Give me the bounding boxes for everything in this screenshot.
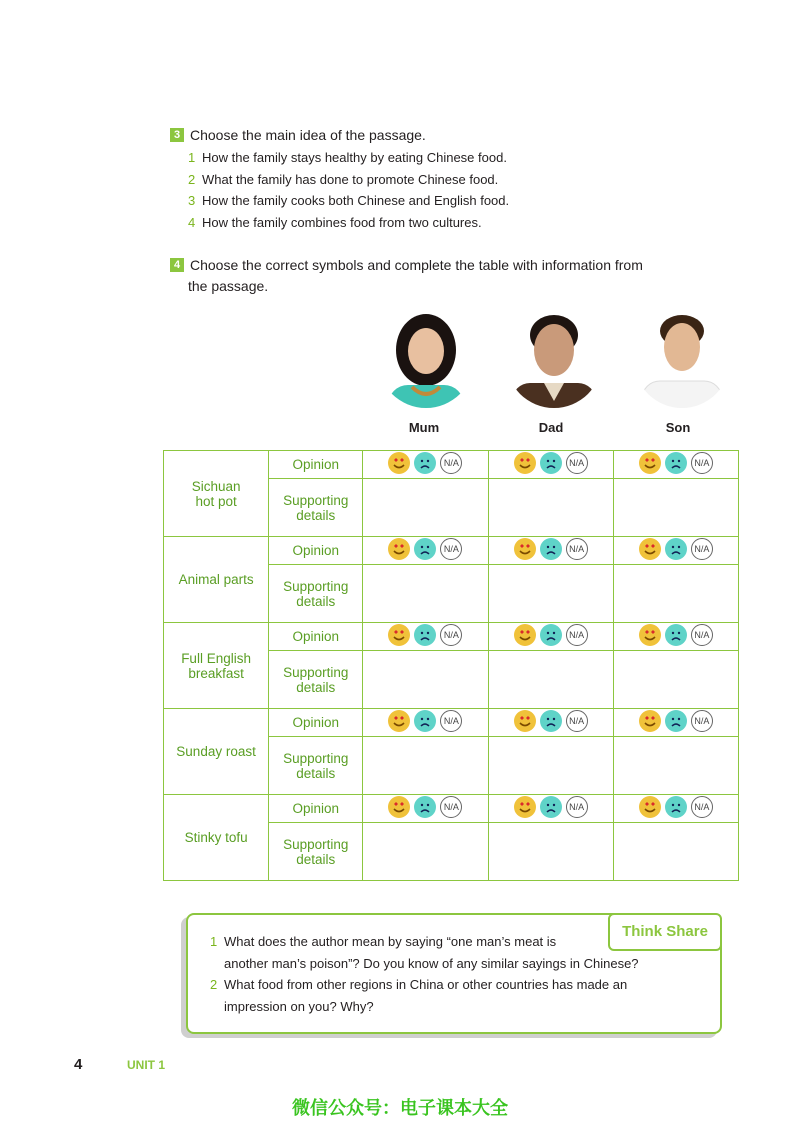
question-3-heading xyxy=(170,127,426,143)
happy-face-icon[interactable] xyxy=(514,796,536,818)
option-3[interactable]: 3 How the family cooks both Chinese and English food. xyxy=(188,193,510,208)
happy-face-icon[interactable] xyxy=(639,796,661,818)
opinion-row xyxy=(164,623,739,651)
supporting-details-label: Supporting details xyxy=(269,651,363,709)
son-photo xyxy=(634,305,730,415)
sad-face-icon[interactable] xyxy=(665,624,687,646)
supporting-details-cell[interactable] xyxy=(488,737,613,795)
na-icon[interactable]: N/A xyxy=(566,710,588,732)
happy-face-icon[interactable] xyxy=(514,710,536,732)
question-4-heading xyxy=(170,257,643,273)
supporting-details-cell[interactable] xyxy=(488,479,613,537)
supporting-details-cell[interactable] xyxy=(613,651,738,709)
happy-face-icon[interactable] xyxy=(639,624,661,646)
opinion-label: Opinion xyxy=(269,709,363,737)
happy-face-icon[interactable] xyxy=(639,452,661,474)
na-icon[interactable]: N/A xyxy=(440,796,462,818)
footer-watermark: 微信公众号：电子课本大全 xyxy=(292,1098,508,1118)
sad-face-icon[interactable] xyxy=(414,452,436,474)
sad-face-icon[interactable] xyxy=(414,710,436,732)
supporting-details-cell[interactable] xyxy=(488,823,613,881)
happy-face-icon[interactable] xyxy=(514,624,536,646)
sad-face-icon[interactable] xyxy=(540,452,562,474)
na-icon[interactable]: N/A xyxy=(440,452,462,474)
question-number-badge: 4 xyxy=(170,258,184,272)
son-label: Son xyxy=(665,420,691,435)
opinion-cell xyxy=(613,623,738,651)
opinion-cell xyxy=(363,623,488,651)
dad-photo xyxy=(506,305,602,415)
opinion-label: Opinion xyxy=(269,451,363,479)
think-share-box xyxy=(186,913,722,1034)
opinion-table xyxy=(163,450,739,881)
na-icon[interactable]: N/A xyxy=(566,538,588,560)
sad-face-icon[interactable] xyxy=(665,796,687,818)
sad-face-icon[interactable] xyxy=(414,624,436,646)
think-share-item-2: 2 What food from other regions in China or other countries has made an xyxy=(210,977,628,992)
option-4[interactable]: 4 How the family combines food from two cultures. xyxy=(188,215,482,230)
happy-face-icon[interactable] xyxy=(388,624,410,646)
opinion-cell xyxy=(613,795,738,823)
happy-face-icon[interactable] xyxy=(514,538,536,560)
happy-face-icon[interactable] xyxy=(388,452,410,474)
mum-photo xyxy=(378,305,474,415)
na-icon[interactable]: N/A xyxy=(566,624,588,646)
supporting-details-label: Supporting details xyxy=(269,565,363,623)
opinion-row xyxy=(164,709,739,737)
opinion-cell xyxy=(363,537,488,565)
supporting-details-label: Supporting details xyxy=(269,737,363,795)
opinion-row xyxy=(164,795,739,823)
option-2[interactable]: 2 What the family has done to promote Chinese food. xyxy=(188,172,499,187)
na-icon[interactable]: N/A xyxy=(440,710,462,732)
supporting-details-cell[interactable] xyxy=(488,651,613,709)
food-name: Stinky tofu xyxy=(164,795,269,881)
opinion-row xyxy=(164,537,739,565)
question-3-title: Choose the main idea of the passage. xyxy=(190,127,426,143)
sad-face-icon[interactable] xyxy=(665,710,687,732)
na-icon[interactable]: N/A xyxy=(440,624,462,646)
opinion-cell xyxy=(363,709,488,737)
na-icon[interactable]: N/A xyxy=(440,538,462,560)
opinion-cell xyxy=(613,709,738,737)
opinion-label: Opinion xyxy=(269,795,363,823)
supporting-details-cell[interactable] xyxy=(613,823,738,881)
supporting-details-cell[interactable] xyxy=(363,651,488,709)
opinion-cell xyxy=(488,795,613,823)
happy-face-icon[interactable] xyxy=(388,538,410,560)
supporting-details-cell[interactable] xyxy=(613,479,738,537)
opinion-cell xyxy=(488,623,613,651)
food-name: Full English breakfast xyxy=(164,623,269,709)
sad-face-icon[interactable] xyxy=(540,538,562,560)
page-number: 4 xyxy=(74,1056,83,1073)
opinion-cell xyxy=(613,451,738,479)
question-4-title-cont: the passage. xyxy=(188,278,269,294)
opinion-cell xyxy=(488,537,613,565)
supporting-details-cell[interactable] xyxy=(363,737,488,795)
sad-face-icon[interactable] xyxy=(665,452,687,474)
question-number-badge: 3 xyxy=(170,128,184,142)
na-icon[interactable]: N/A xyxy=(691,624,713,646)
supporting-details-label: Supporting details xyxy=(269,823,363,881)
food-name: Sunday roast xyxy=(164,709,269,795)
sad-face-icon[interactable] xyxy=(414,796,436,818)
opinion-cell xyxy=(613,537,738,565)
dad-label: Dad xyxy=(538,420,564,435)
opinion-cell xyxy=(363,451,488,479)
na-icon[interactable]: N/A xyxy=(566,796,588,818)
think-share-badge: Think Share xyxy=(608,913,722,951)
opinion-cell xyxy=(363,795,488,823)
opinion-label: Opinion xyxy=(269,623,363,651)
option-1[interactable]: 1 How the family stays healthy by eating Chinese food. xyxy=(188,150,507,165)
na-icon[interactable]: N/A xyxy=(691,538,713,560)
sad-face-icon[interactable] xyxy=(665,538,687,560)
sad-face-icon[interactable] xyxy=(414,538,436,560)
mum-label: Mum xyxy=(408,420,440,435)
opinion-row xyxy=(164,451,739,479)
happy-face-icon[interactable] xyxy=(639,710,661,732)
food-name: Animal parts xyxy=(164,537,269,623)
happy-face-icon[interactable] xyxy=(514,452,536,474)
na-icon[interactable]: N/A xyxy=(566,452,588,474)
question-4-title: Choose the correct symbols and complete the table with information from xyxy=(190,257,643,273)
think-share-item-2-cont: impression on you? Why? xyxy=(224,999,374,1014)
na-icon[interactable]: N/A xyxy=(691,796,713,818)
food-name: Sichuan hot pot xyxy=(164,451,269,537)
supporting-details-cell[interactable] xyxy=(488,565,613,623)
think-share-item-1-cont: another man’s poison”? Do you know of any similar sayings in Chinese? xyxy=(224,956,639,971)
unit-label: UNIT 1 xyxy=(127,1058,166,1072)
happy-face-icon[interactable] xyxy=(388,796,410,818)
na-icon[interactable]: N/A xyxy=(691,452,713,474)
supporting-details-cell[interactable] xyxy=(613,565,738,623)
opinion-cell xyxy=(488,451,613,479)
supporting-details-cell[interactable] xyxy=(363,565,488,623)
supporting-details-cell[interactable] xyxy=(363,823,488,881)
opinion-cell xyxy=(488,709,613,737)
sad-face-icon[interactable] xyxy=(540,796,562,818)
happy-face-icon[interactable] xyxy=(388,710,410,732)
supporting-details-label: Supporting details xyxy=(269,479,363,537)
opinion-label: Opinion xyxy=(269,537,363,565)
sad-face-icon[interactable] xyxy=(540,710,562,732)
supporting-details-cell[interactable] xyxy=(613,737,738,795)
na-icon[interactable]: N/A xyxy=(691,710,713,732)
think-share-item-1: 1 What does the author mean by saying “one man’s meat is xyxy=(210,934,557,949)
supporting-details-cell[interactable] xyxy=(363,479,488,537)
sad-face-icon[interactable] xyxy=(540,624,562,646)
happy-face-icon[interactable] xyxy=(639,538,661,560)
